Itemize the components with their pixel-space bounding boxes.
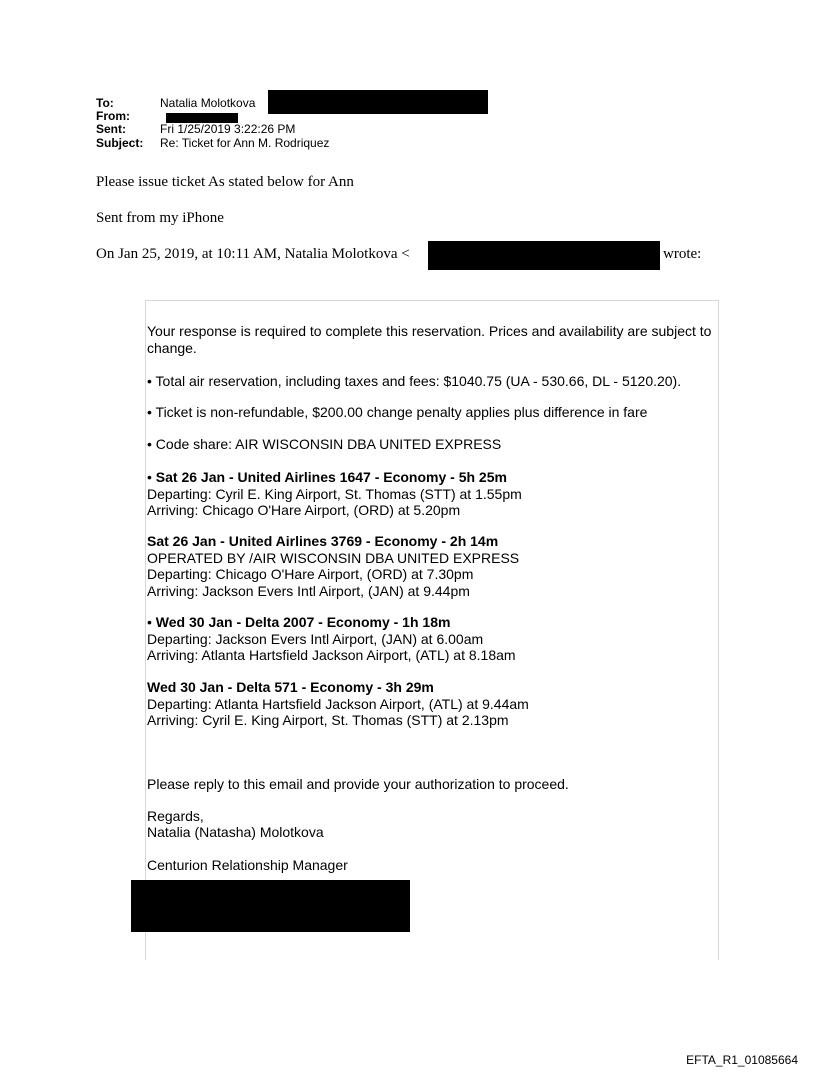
body-line-quote-attribution [96, 246, 410, 263]
attribution-prefix: On Jan 25, 2019, at 10:11 AM, Natalia Molotkova < [96, 246, 410, 262]
quote-bullet-refund: • Ticket is non-refundable, $200.00 change penalty applies plus difference in fare [147, 404, 648, 420]
flight-detail: Arriving: Cyril E. King Airport, St. Thomas (STT) at 2.13pm [147, 712, 509, 728]
flight-segment [147, 614, 722, 664]
body-line-sent-from-iphone: Sent from my iPhone [96, 210, 224, 226]
bates-number: EFTA_R1_01085664 [686, 1053, 798, 1067]
flight-bullet: • [147, 614, 156, 630]
sent-label: Sent: [96, 122, 126, 136]
quote-bullet-codeshare: • Code share: AIR WISCONSIN DBA UNITED EXPRESS [147, 436, 502, 452]
redaction-sender-email [428, 241, 660, 270]
flight-title: Wed 30 Jan - Delta 2007 - Economy - 1h 18m [155, 614, 451, 630]
redaction-signature-contact [131, 880, 410, 932]
flight-detail: Arriving: Chicago O'Hare Airport, (ORD) at 5.20pm [147, 502, 461, 518]
subject-label: Subject: [96, 136, 144, 150]
flight-title: Wed 30 Jan - Delta 571 - Economy - 3h 29m [147, 679, 434, 695]
body-line-issue-ticket: Please issue ticket As stated below for Ann [96, 174, 354, 190]
quote-signature-name: Natalia (Natasha) Molotkova [147, 824, 324, 840]
to-value: Natalia Molotkova [160, 96, 256, 110]
flight-detail: OPERATED BY /AIR WISCONSIN DBA UNITED EXPRESS [147, 549, 520, 566]
attribution-suffix: wrote: [663, 246, 702, 262]
flight-segment [147, 679, 722, 729]
from-label: From: [96, 109, 130, 123]
flight-segment [147, 469, 722, 519]
flight-detail: Departing: Cyril E. King Airport, St. Thomas (STT) at 1.55pm [147, 485, 522, 502]
flight-detail: Departing: Atlanta Hartsfield Jackson Airport, (ATL) at 9.44am [147, 695, 529, 712]
sent-value: Fri 1/25/2019 3:22:26 PM [160, 122, 296, 136]
quote-signature-title: Centurion Relationship Manager [147, 857, 348, 873]
quote-regards: Regards, [147, 808, 204, 824]
quote-intro: Your response is required to complete this reservation. Prices and availability are subject to change. [147, 323, 712, 356]
flight-detail: Departing: Jackson Evers Intl Airport, (JAN) at 6.00am [147, 630, 484, 647]
flight-title: Sat 26 Jan - United Airlines 3769 - Economy - 2h 14m [147, 533, 499, 549]
flight-detail: Arriving: Jackson Evers Intl Airport, (JAN) at 9.44pm [147, 582, 470, 599]
flight-title: Sat 26 Jan - United Airlines 1647 - Economy - 5h 25m [155, 469, 507, 485]
quote-bullet-total: • Total air reservation, including taxes and fees: $1040.75 (UA - 530.66, DL - 5120.20). [147, 373, 682, 389]
subject-value: Re: Ticket for Ann M. Rodriquez [160, 136, 330, 150]
flight-detail: Departing: Chicago O'Hare Airport, (ORD) at 7.30pm [147, 566, 474, 582]
to-label: To: [96, 96, 114, 110]
quote-reply-request: Please reply to this email and provide your authorization to proceed. [147, 776, 569, 792]
redaction-to-email [268, 90, 488, 114]
flight-bullet: • [147, 469, 156, 485]
flight-segment [147, 533, 722, 599]
flight-detail: Arriving: Atlanta Hartsfield Jackson Airport, (ATL) at 8.18am [147, 647, 516, 663]
